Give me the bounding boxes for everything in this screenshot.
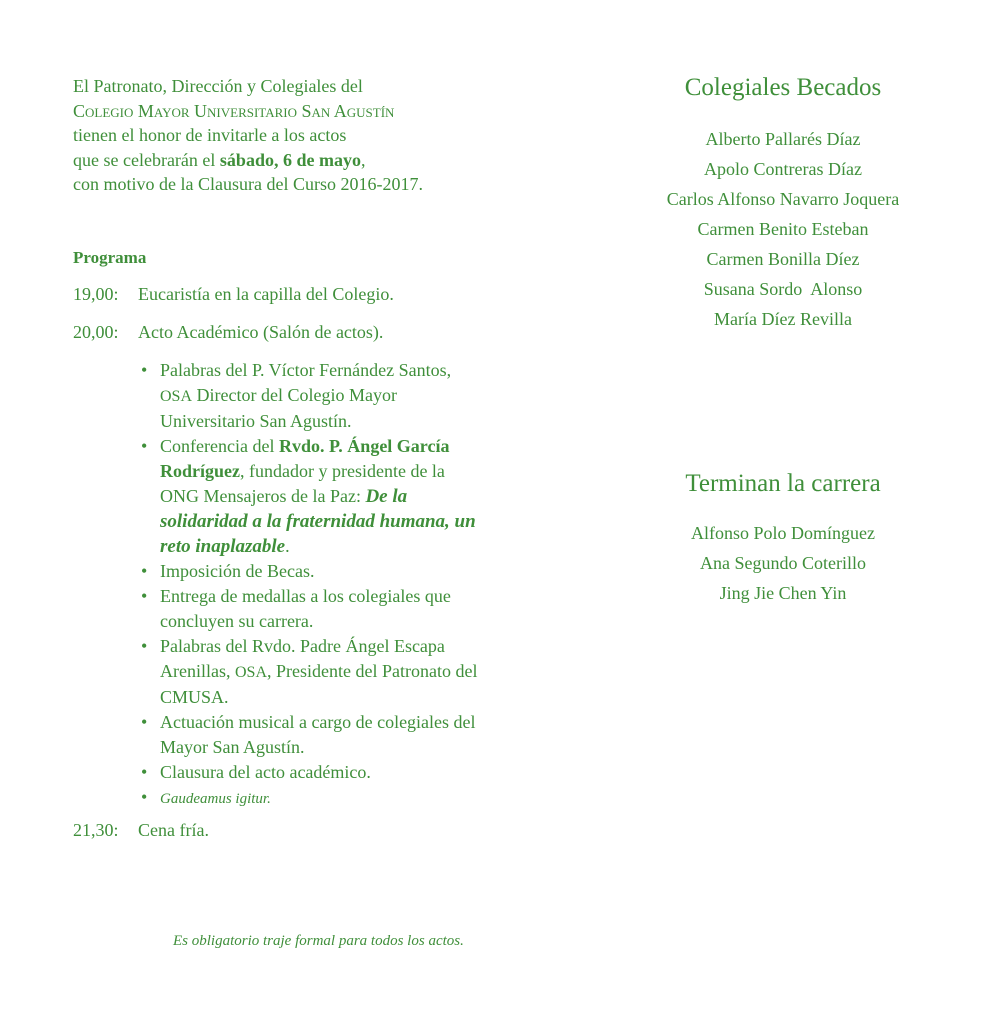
list-item: • Imposición de Becas. [141,559,486,584]
list-item [141,434,486,559]
invitation-line-4 [73,148,513,173]
college-name: Colegio Mayor Universitario San Agustín [73,100,395,121]
event-description: Acto Académico (Salón de actos). [138,322,384,342]
event-time: 19,00: [73,284,119,304]
invitation-line-4-post: , [360,149,366,170]
bullet-5-post: , Presidente del Patronato del CMUSA. [160,661,478,707]
invitation-line-3: tienen el honor de invitarle a los actos [73,125,347,145]
osa-abbr: OSA [234,664,267,681]
event-date: sábado, 6 de mayo [219,149,361,170]
list-item: Jing Jie Chen Yin [719,583,847,603]
bullet-1-text: Palabras del P. Víctor Fernández Santos, [160,360,452,380]
section-heading: Colegiales Becados [684,74,882,101]
gaudeamus: Gaudeamus igitur. [160,791,271,807]
program-event [73,322,383,343]
list-item: Alfonso Polo Domínguez [691,523,875,543]
osa-abbr: OSA [160,388,193,405]
event-description: Eucaristía en la capilla del Colegio. [138,284,394,304]
list-item: Apolo Contreras Díaz [704,159,862,179]
invitation-line-1: El Patronato, Dirección y Colegiales del [73,76,363,96]
event-time: 20,00: [73,322,119,342]
program-event [73,820,209,841]
programa-heading: Programa [73,248,147,267]
list-item: Ana Segundo Coterillo [700,553,866,573]
bullet-1-rest: Director del Colegio Mayor Universitario San Agustín. [160,385,397,431]
invitation-text [73,74,513,197]
dress-code-note: Es obligatorio traje formal para todos los actos. [173,933,464,949]
terminan-carrera-section [630,470,936,608]
bullet-2-pre: Conferencia del [160,436,279,456]
bullet-2-end: . [285,536,290,556]
event-time: 21,30: [73,820,119,840]
list-item [141,634,486,710]
section-heading: Terminan la carrera [685,470,881,497]
list-item: Carlos Alfonso Navarro Joquera [666,189,900,209]
list-item: Carmen Bonilla Díez [706,249,860,269]
name-list [630,124,936,334]
bullet-2-mid: , fundador y presidente de la ONG Mensajeros de la Paz: [160,461,445,506]
name-list [630,518,936,608]
conference-title: De la solidaridad a la fraternidad humana, un reto inaplazable [160,486,476,557]
invitation-line-5: con motivo de la Clausura del Curso 2016-2017. [73,174,423,194]
program-event [73,284,394,305]
list-item: Susana Sordo Alonso [703,279,863,299]
event-description: Cena fría. [138,820,209,840]
list-item: • Actuación musical a cargo de colegiales del Mayor San Agustín. [141,710,486,760]
colegiales-becados-section [630,74,936,334]
list-item: • Clausura del acto académico. [141,760,486,785]
list-item: Alberto Pallarés Díaz [705,129,861,149]
list-item [141,785,486,812]
invitation-line-4-pre: que se celebrarán el [73,149,220,170]
list-item [141,358,486,434]
speaker-name: Rvdo. P. Ángel García Rodríguez [160,436,450,481]
list-item: • Entrega de medallas a los colegiales que concluyen su carrera. [141,584,486,634]
bullet-5-pre: Palabras del Rvdo. Padre Ángel Escapa Arenillas, [160,636,445,681]
acto-academico-list [141,358,486,812]
list-item: María Díez Revilla [714,309,852,329]
list-item: Carmen Benito Esteban [697,219,869,239]
